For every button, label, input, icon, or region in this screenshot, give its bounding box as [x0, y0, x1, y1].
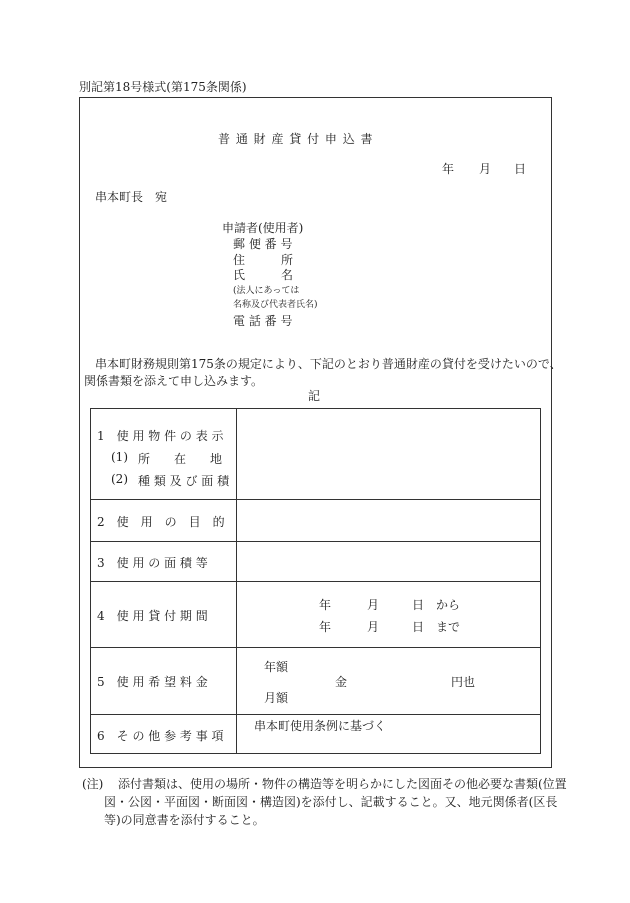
table-row-divider	[91, 714, 540, 715]
applicant-phone-label: 電 話 番 号	[233, 314, 293, 328]
date-month: 月	[479, 162, 492, 176]
row4-from-suffix: から	[436, 598, 461, 612]
row6-label: 6 そ の 他 参 考 事 項	[97, 729, 224, 743]
row4-to-day: 日	[412, 620, 425, 634]
table-row-divider	[91, 647, 540, 648]
date-year: 年	[442, 162, 455, 176]
row4-to-year: 年	[319, 620, 332, 634]
applicant-heading: 申請者(使用者)	[222, 221, 304, 235]
addressee: 串本町長 宛	[95, 190, 168, 204]
body-text-line-1: 串本町財務規則第175条の規定により、下記のとおり普通財産の貸付を受けたいので、	[95, 357, 562, 371]
form-title: 普 通 財 産 貸 付 申 込 書	[218, 132, 374, 146]
row5-label: 5 使 用 希 望 料 金	[97, 675, 208, 689]
row4-from-year: 年	[319, 598, 332, 612]
row4-from-day: 日	[412, 598, 425, 612]
row4-to-month: 月	[367, 620, 380, 634]
date-day: 日	[514, 162, 527, 176]
applicant-corp-note-1: (法人にあっては	[233, 286, 300, 296]
row5-monthly: 月額	[264, 691, 289, 705]
applicant-address-label: 住 所	[233, 253, 294, 267]
row6-value: 串本町使用条例に基づく	[254, 719, 387, 733]
applicant-corp-note-2: 名称及び代表者氏名)	[233, 300, 318, 310]
ki-heading: 記	[308, 389, 321, 403]
row1-label: 1 使 用 物 件 の 表 示	[97, 429, 224, 443]
row1-sub2-label: 種 類 及 び 面 積	[138, 474, 230, 488]
details-table	[90, 408, 541, 754]
row1-sub2-number: (2)	[111, 472, 128, 486]
row4-label: 4 使 用 貸 付 期 間	[97, 609, 208, 623]
note-line-1: 添付書類は、使用の場所・物件の構造等を明らかにした図面その他必要な書類(位置	[118, 777, 567, 791]
table-row-divider	[91, 581, 540, 582]
row1-sub1-number: (1)	[111, 450, 128, 464]
form-reference: 別記第18号様式(第175条関係)	[79, 80, 247, 94]
note-prefix: (注)	[82, 777, 104, 791]
note-line-2: 図・公図・平面図・断面図・構造図)を添付し、記載すること。又、地元関係者(区長	[104, 795, 558, 809]
body-text-line-2: 関係書類を添えて申し込みます。	[84, 374, 264, 388]
applicant-name-label: 氏 名	[233, 268, 294, 282]
row2-label: 2 使 用 の 目 的	[97, 515, 225, 529]
row5-kin: 金	[335, 675, 348, 689]
row5-yen: 円也	[451, 675, 476, 689]
table-row-divider	[91, 499, 540, 500]
applicant-postal-label: 郵 便 番 号	[233, 237, 293, 251]
row3-label: 3 使 用 の 面 積 等	[97, 556, 208, 570]
table-row-divider	[91, 541, 540, 542]
note-line-3: 等)の同意書を添付すること。	[104, 813, 265, 827]
row1-sub1-label: 所 在 地	[138, 452, 223, 466]
row4-from-month: 月	[367, 598, 380, 612]
row4-to-suffix: まで	[436, 620, 461, 634]
row5-annual: 年額	[264, 660, 289, 674]
